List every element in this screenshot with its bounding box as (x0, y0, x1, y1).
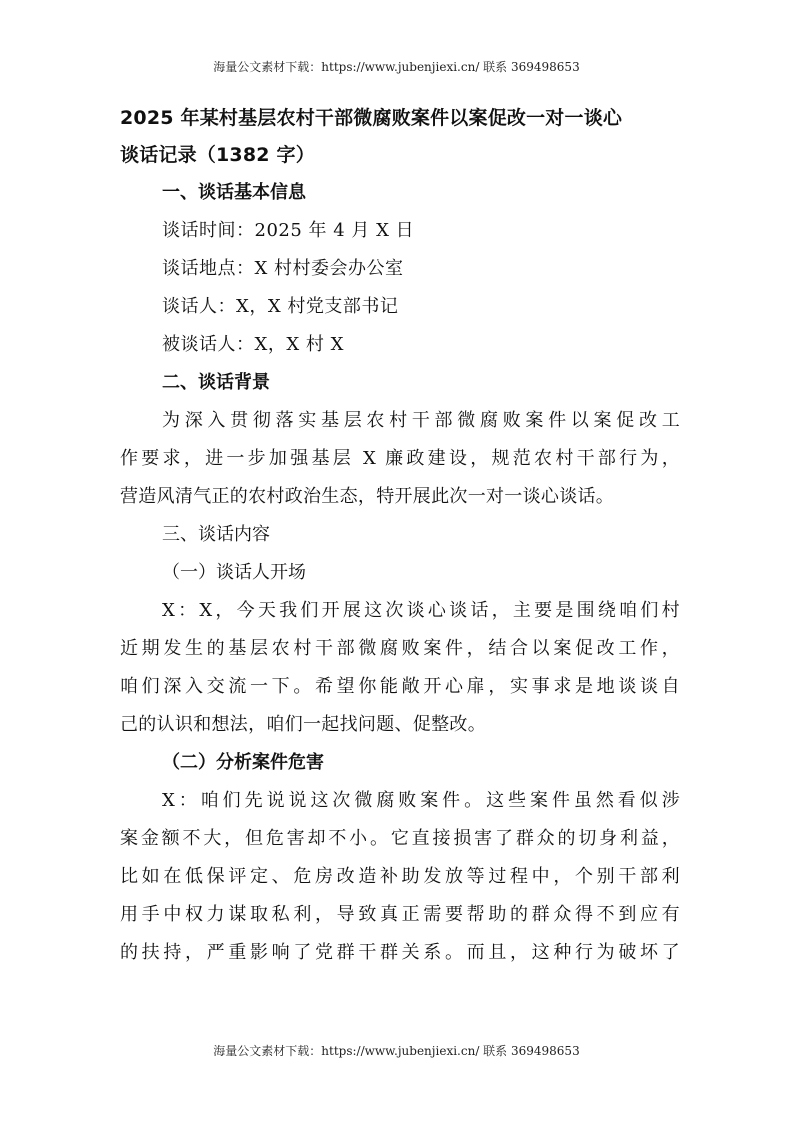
talk-interviewee: 被谈话人：X，X 村 X (162, 334, 344, 355)
section2-line: 为深入贯彻落实基层农村干部微腐败案件以案促改工 (162, 410, 680, 431)
page-footer: 海量公文素材下载：https://www.jubenjiexi.cn/ 联系 369498653 (213, 1044, 580, 1058)
sub2-line: 案金额不大，但危害却不小。它直接损害了群众的切身利益， (120, 828, 680, 849)
sub2-line: X：咱们先说说这次微腐败案件。这些案件虽然看似涉 (162, 790, 680, 811)
document-title-line2: 谈话记录（1382 字） (120, 144, 315, 166)
section3-heading: 三、谈话内容 (162, 524, 270, 545)
sub2-line: 比如在低保评定、危房改造补助发放等过程中，个别干部利 (120, 866, 680, 887)
document-title-line1: 2025 年某村基层农村干部微腐败案件以案促改一对一谈心 (120, 107, 623, 129)
section1-heading: 一、谈话基本信息 (162, 182, 306, 203)
sub1-line: 咱们深入交流一下。希望你能敞开心扉，实事求是地谈谈自 (120, 676, 680, 697)
sub1-line: 近期发生的基层农村干部微腐败案件，结合以案促改工作， (120, 638, 680, 659)
talk-interviewer: 谈话人：X，X 村党支部书记 (162, 296, 399, 317)
sub2-line: 用手中权力谋取私利，导致真正需要帮助的群众得不到应有 (120, 904, 680, 925)
section3-sub2-heading: （二）分析案件危害 (162, 752, 324, 773)
section2-heading: 二、谈话背景 (162, 372, 270, 393)
page-header: 海量公文素材下载：https://www.jubenjiexi.cn/ 联系 369498653 (213, 60, 580, 74)
section2-line: 作要求，进一步加强基层 X 廉政建设，规范农村干部行为， (120, 448, 680, 469)
sub2-line: 的扶持，严重影响了党群干群关系。而且，这种行为破坏了 (120, 942, 680, 963)
document-body (120, 100, 680, 972)
sub1-line: 己的认识和想法，咱们一起找问题、促整改。 (120, 714, 486, 735)
section3-sub1-heading: （一）谈话人开场 (162, 562, 306, 583)
talk-time: 谈话时间：2025 年 4 月 X 日 (162, 220, 415, 241)
talk-location: 谈话地点：X 村村委会办公室 (162, 258, 404, 279)
section2-line: 营造风清气正的农村政治生态，特开展此次一对一谈心谈话。 (120, 486, 615, 507)
sub1-line: X：X，今天我们开展这次谈心谈话，主要是围绕咱们村 (162, 600, 680, 621)
